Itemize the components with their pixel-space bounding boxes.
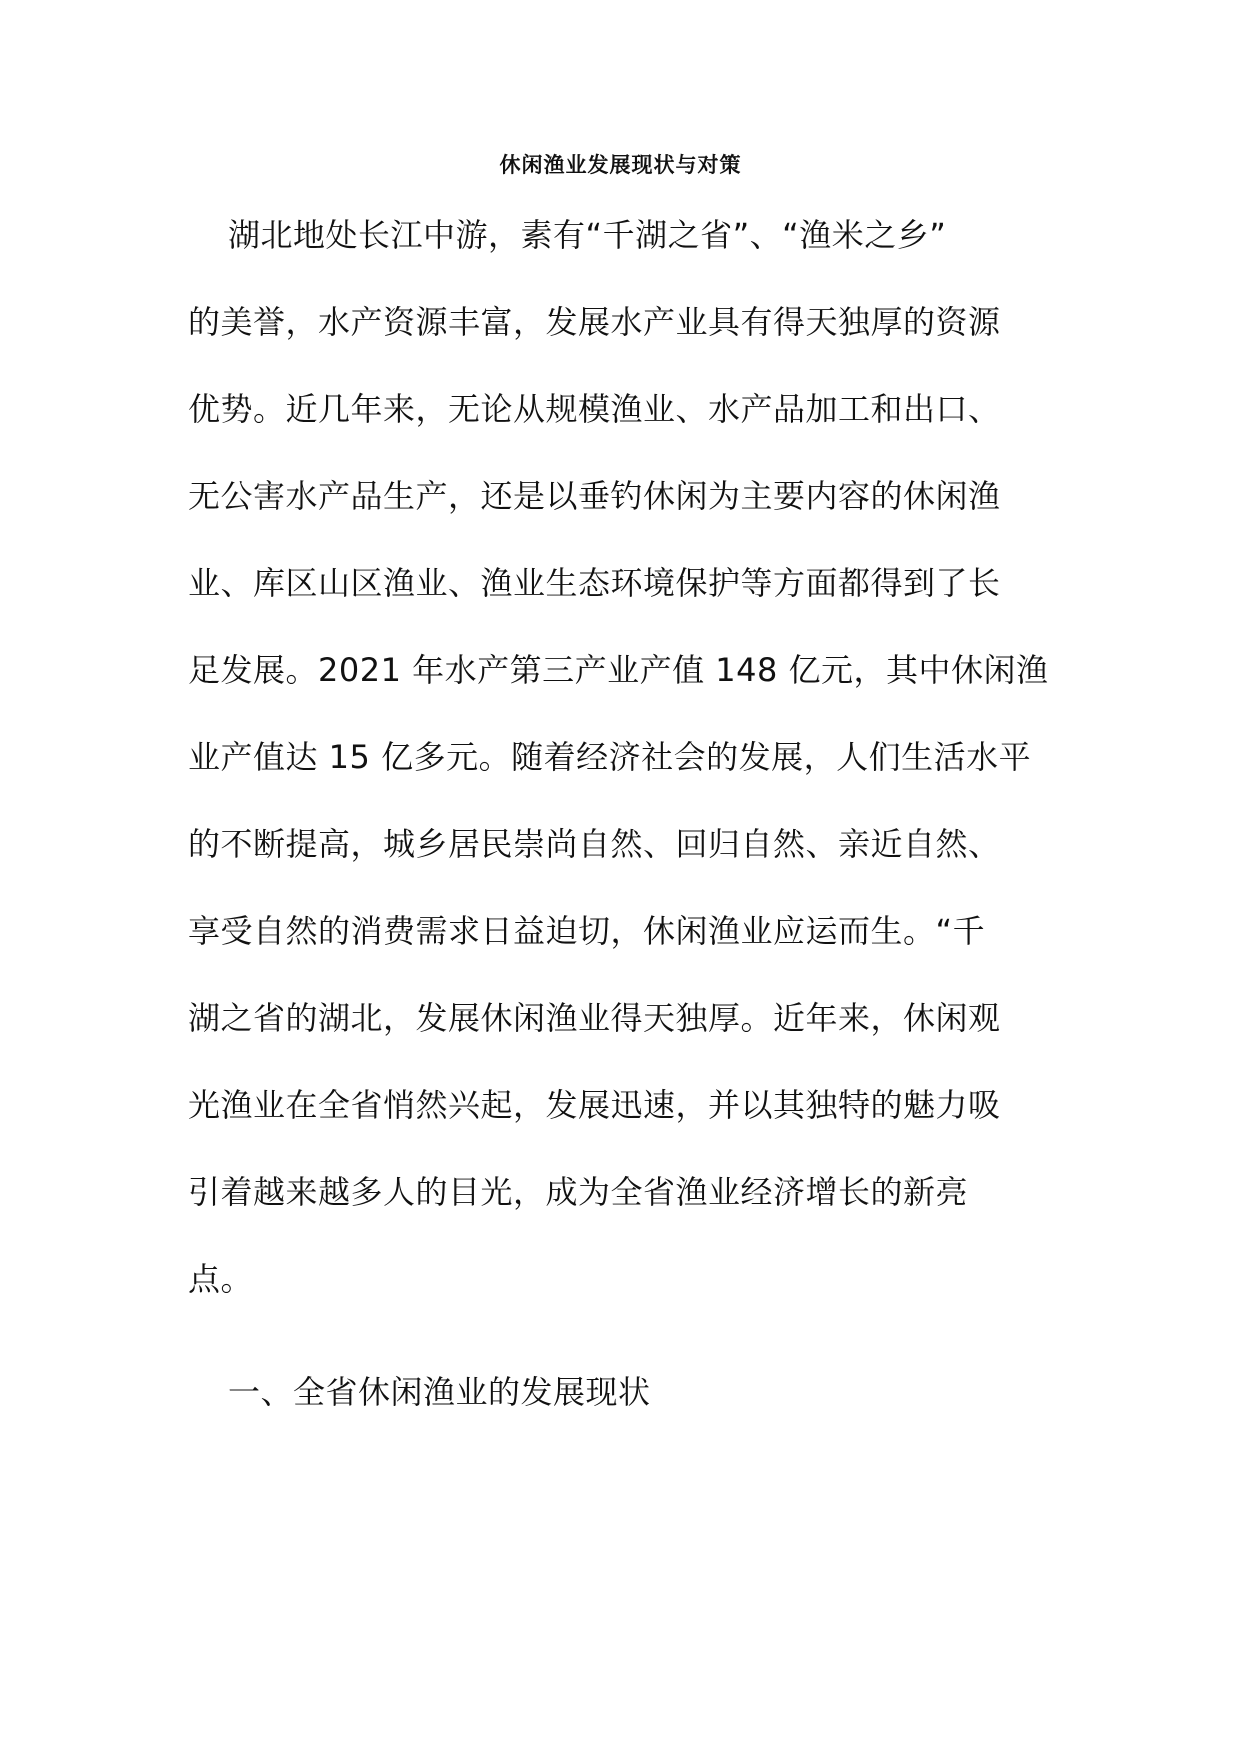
paragraph-line: 无公害水产品生产，还是以垂钓休闲为主要内容的休闲渔 xyxy=(188,477,1001,515)
document-title: 休闲渔业发展现状与对策 xyxy=(499,153,742,177)
paragraph-line: 优势。近几年来，无论从规模渔业、水产品加工和出口、 xyxy=(188,390,1001,428)
paragraph-line: 足发展。2021 年水产第三产业产值 148 亿元，其中休闲渔 xyxy=(188,651,1049,689)
paragraph-line: 点。 xyxy=(188,1260,254,1298)
paragraph-line: 业产值达 15 亿多元。随着经济社会的发展，人们生活水平 xyxy=(188,738,1032,776)
paragraph-line: 湖北地处长江中游，素有“千湖之省”、“渔米之乡” xyxy=(228,216,947,254)
paragraph-line: 的不断提高，城乡居民崇尚自然、回归自然、亲近自然、 xyxy=(188,825,1001,863)
section-heading: 一、全省休闲渔业的发展现状 xyxy=(228,1373,651,1411)
paragraph-line: 光渔业在全省悄然兴起，发展迅速，并以其独特的魅力吸 xyxy=(188,1086,1001,1124)
paragraph-line: 享受自然的消费需求日益迫切，休闲渔业应运而生。“千 xyxy=(188,912,986,950)
paragraph-line: 的美誉，水产资源丰富，发展水产业具有得天独厚的资源 xyxy=(188,303,1001,341)
paragraph-line: 湖之省的湖北，发展休闲渔业得天独厚。近年来，休闲观 xyxy=(188,999,1001,1037)
paragraph-line: 业、库区山区渔业、渔业生态环境保护等方面都得到了长 xyxy=(188,564,1001,602)
paragraph-line: 引着越来越多人的目光，成为全省渔业经济增长的新亮 xyxy=(188,1173,969,1211)
